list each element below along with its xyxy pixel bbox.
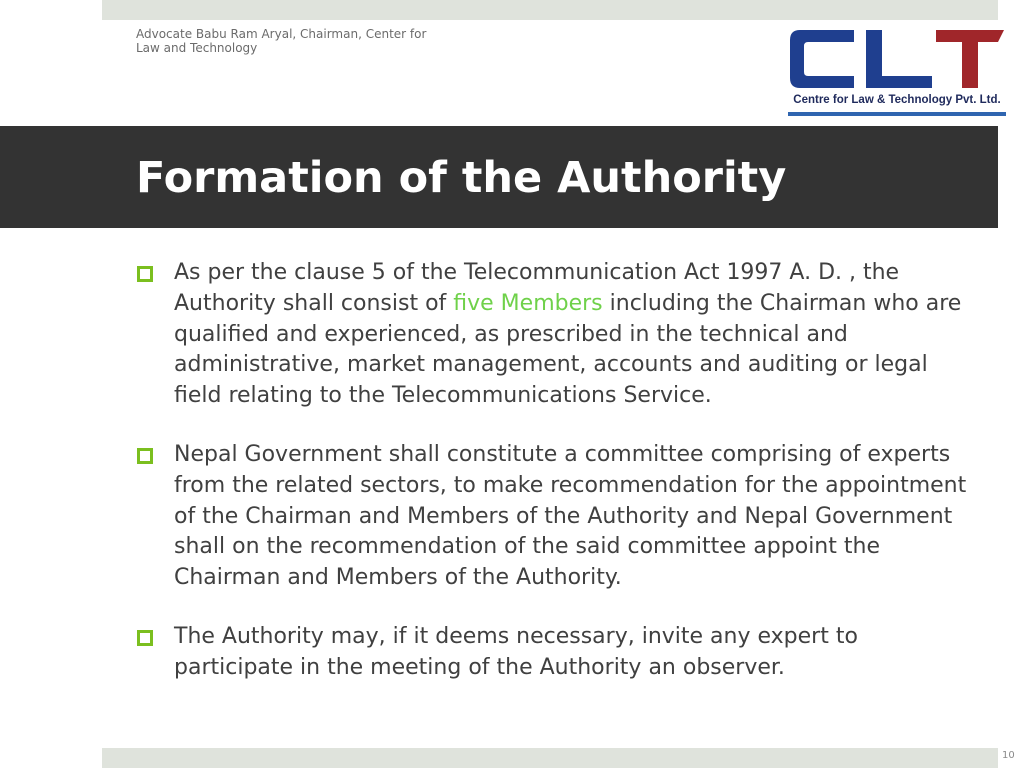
page-number: 10 bbox=[1002, 750, 1015, 761]
bullet-item bbox=[136, 258, 976, 412]
bullet-item bbox=[136, 440, 976, 594]
logo-caption: Centre for Law & Technology Pvt. Ltd. bbox=[793, 94, 1001, 106]
top-decor-band bbox=[102, 0, 998, 20]
square-bullet-icon bbox=[137, 630, 153, 646]
highlighted-phrase: five Members bbox=[453, 290, 603, 316]
clt-logo-mark bbox=[786, 26, 1008, 92]
author-caption: Advocate Babu Ram Aryal, Chairman, Center for Law and Technology bbox=[136, 27, 427, 55]
bullet-item bbox=[136, 622, 976, 684]
bullet-text-part: As per the clause 5 of the Telecommunication Act 1997 A. D. , the Authority shall consist of bbox=[174, 260, 900, 316]
square-bullet-icon bbox=[137, 266, 153, 282]
slide-title: Formation of the Authority bbox=[136, 153, 787, 203]
logo-underline bbox=[788, 112, 1006, 116]
bullet-text bbox=[174, 258, 976, 412]
bottom-decor-band bbox=[102, 748, 998, 768]
clt-logo bbox=[786, 26, 1008, 120]
bullet-text: Nepal Government shall constitute a committee comprising of experts from the related sectors, to make recommendation for the appointment of the Chairman and Members of the Authority and Nepal Government shall on the recommendation of the said committee appoint the Chairman and Members of the Authority. bbox=[174, 441, 967, 591]
slide-body bbox=[136, 258, 976, 712]
square-bullet-icon bbox=[137, 448, 153, 464]
bullet-text-part: including the Chairman who are qualified and experienced, as prescribed in the technical and administrative, market management, accounts and auditing or legal field relating to the Telecommunications Service. bbox=[174, 290, 962, 409]
bullet-text: The Authority may, if it deems necessary, invite any expert to participate in the meeting of the Authority an observer. bbox=[174, 623, 858, 680]
